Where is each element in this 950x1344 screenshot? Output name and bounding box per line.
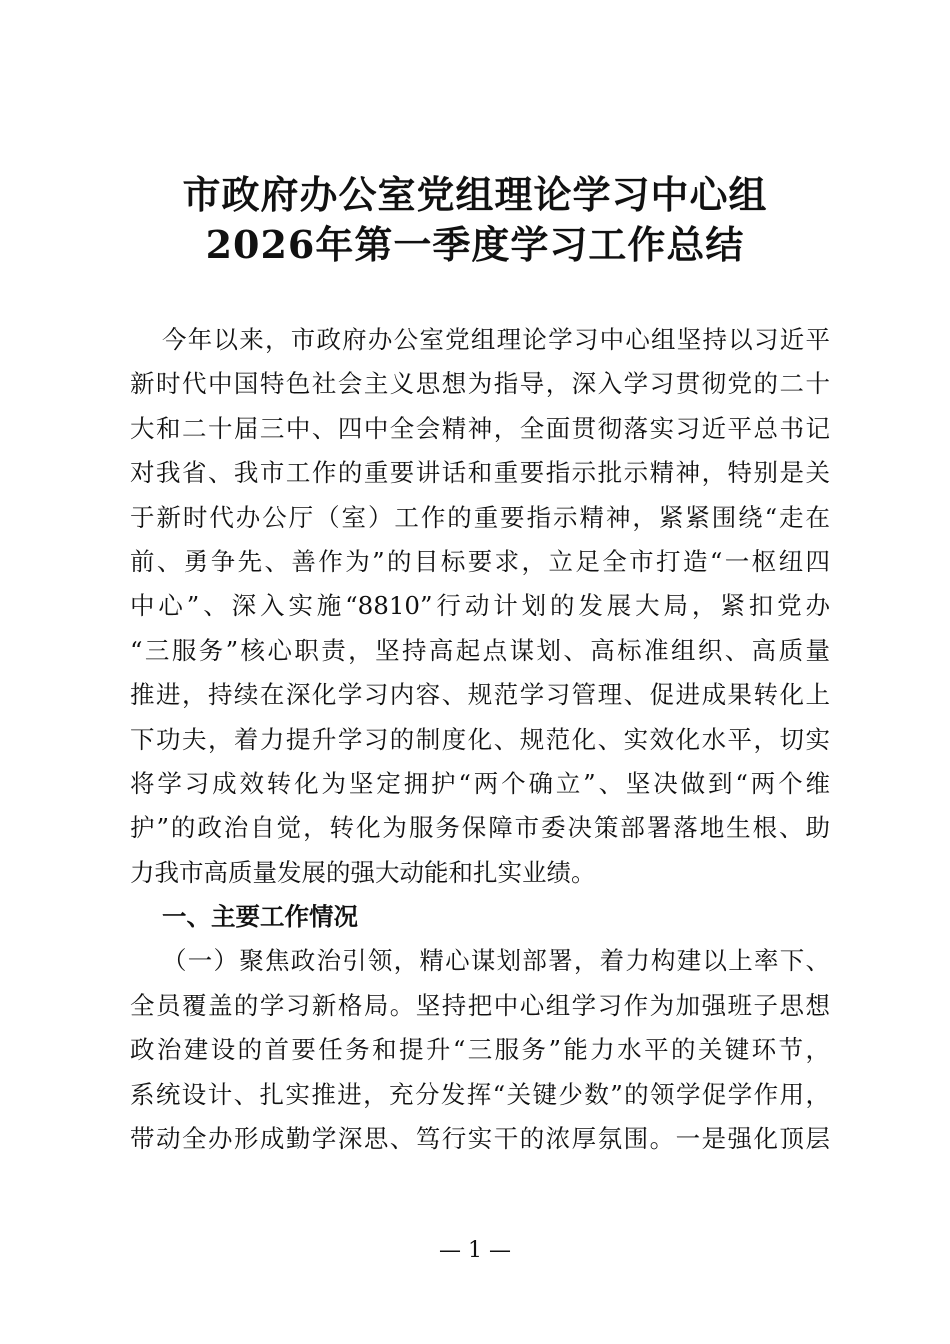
intro-line: 护”的政治自觉，转化为服务保障市委决策部署落地生根、助 (130, 813, 830, 843)
intro-line: 推进，持续在深化学习内容、规范学习管理、促进成果转化上 (130, 680, 830, 710)
paragraph-line: 带动全办形成勤学深思、笃行实干的浓厚氛围。一是强化顶层 (130, 1124, 830, 1154)
document-body (130, 318, 830, 1161)
paragraph-line: 系统设计、扎实推进，充分发挥“关键少数”的领学促学作用， (130, 1079, 830, 1109)
paragraph-line: （一）聚焦政治引领，精心谋划部署，着力构建以上率下、 (162, 946, 830, 976)
intro-line: 今年以来，市政府办公室党组理论学习中心组坚持以习近平 (162, 325, 830, 354)
intro-line: 大和二十届三中、四中全会精神，全面贯彻落实习近平总书记 (130, 413, 830, 443)
section-heading: 一、主要工作情况 (162, 902, 358, 932)
page-number: — 1 — (439, 1238, 511, 1263)
document-title-line-1: 市政府办公室党组理论学习中心组 (182, 172, 768, 217)
intro-line: “三服务”核心职责，坚持高起点谋划、高标准组织、高质量 (130, 635, 830, 665)
intro-line: 于新时代办公厅（室）工作的重要指示精神，紧紧围绕“走在 (130, 502, 830, 532)
document-title-line-2: 2026年第一季度学习工作总结 (205, 222, 745, 267)
intro-line: 将学习成效转化为坚定拥护“两个确立”、坚决做到“两个维 (130, 768, 830, 798)
intro-line: 对我省、我市工作的重要讲话和重要指示批示精神，特别是关 (130, 458, 830, 488)
paragraph-line: 全员覆盖的学习新格局。坚持把中心组学习作为加强班子思想 (130, 990, 830, 1020)
intro-line: 力我市高质量发展的强大动能和扎实业绩。 (130, 857, 596, 887)
intro-line: 新时代中国特色社会主义思想为指导，深入学习贯彻党的二十 (130, 369, 830, 399)
intro-line: 下功夫，着力提升学习的制度化、规范化、实效化水平，切实 (130, 724, 830, 754)
intro-line: 前、勇争先、善作为”的目标要求，立足全市打造“一枢纽四 (130, 546, 830, 576)
paragraph-line: 政治建设的首要任务和提升“三服务”能力水平的关键环节， (130, 1035, 830, 1065)
intro-line: 中心”、深入实施“8810”行动计划的发展大局，紧扣党办 (130, 591, 830, 621)
